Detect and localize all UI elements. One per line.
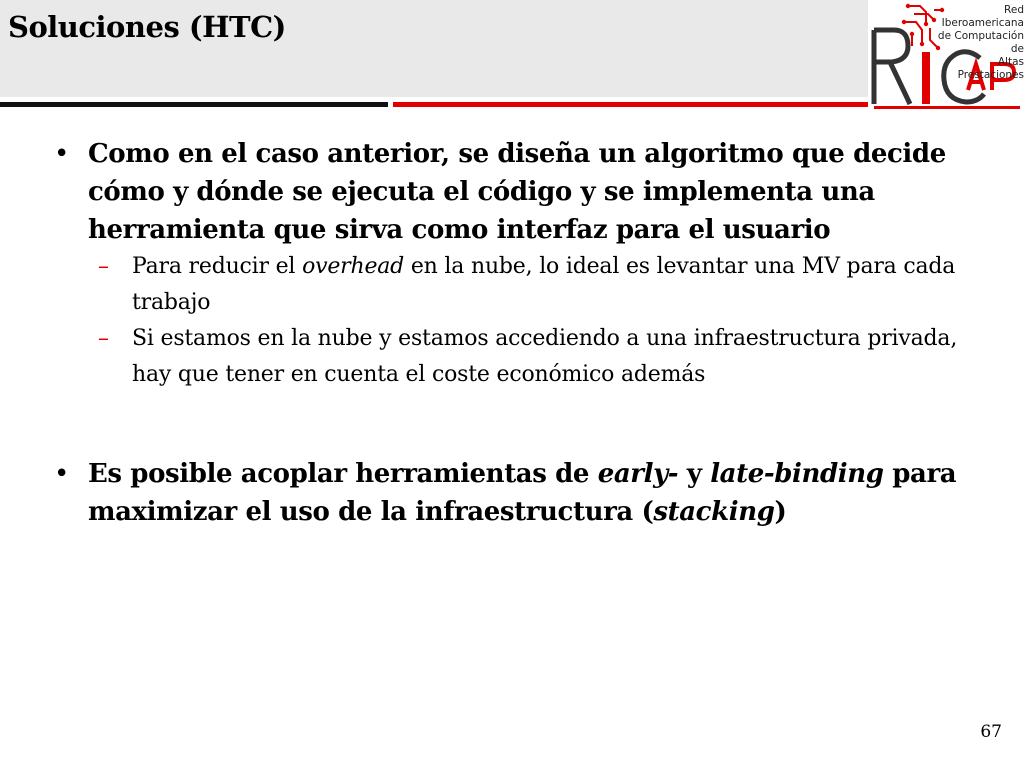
- bullet-1-text: Como en el caso anterior, se diseña un algoritmo que decide cómo y dónde se ejecuta el código y se implementa una herramienta que sirva como interfaz para el usuario: [88, 139, 946, 245]
- logo-line-3: Altas Prestaciones: [957, 56, 1024, 81]
- logo-line-1: Red Iberoamericana: [941, 4, 1024, 29]
- dash-mark: –: [98, 254, 109, 279]
- logo-line-2: de Computación de: [937, 30, 1024, 55]
- bullet-2-em1: early-: [597, 459, 679, 489]
- sub-bullet-2-text: Si estamos en la nube y estamos accediendo a una infraestructura privada, hay que tener en cuenta el coste económico además: [132, 326, 958, 387]
- slide-title: Soluciones (HTC): [8, 10, 286, 44]
- bullet-2-em2: late-binding: [710, 459, 884, 489]
- title-rule-black: [0, 102, 388, 107]
- page-number: 67: [980, 722, 1002, 742]
- bullet-2-p3: para maximizar el uso de la infraestructura (: [88, 459, 957, 527]
- slide-body: [52, 135, 1002, 531]
- bullet-mark: •: [54, 459, 69, 489]
- sub-bullet-1: [52, 249, 1002, 321]
- bullet-item-2: [52, 455, 1002, 531]
- bullet-2-em3: stacking: [653, 497, 775, 527]
- ricap-logo: [868, 0, 1024, 112]
- sub-bullet-1-after: en la nube, lo ideal es levantar una MV para cada trabajo: [132, 254, 956, 315]
- logo-caption: [934, 4, 1024, 82]
- bullet-2-p4: ): [774, 497, 787, 527]
- bullet-2-p1: Es posible acoplar herramientas de: [88, 459, 598, 489]
- bullet-2-p2: y: [678, 459, 711, 489]
- bullet-item-1: [52, 135, 1002, 249]
- title-rule-red: [393, 102, 868, 107]
- sub-bullet-1-em: overhead: [302, 254, 405, 279]
- sub-bullet-2: [52, 321, 1002, 393]
- sub-bullet-1-before: Para reducir el: [132, 254, 303, 279]
- dash-mark: –: [98, 326, 109, 351]
- bullet-mark: •: [54, 139, 69, 169]
